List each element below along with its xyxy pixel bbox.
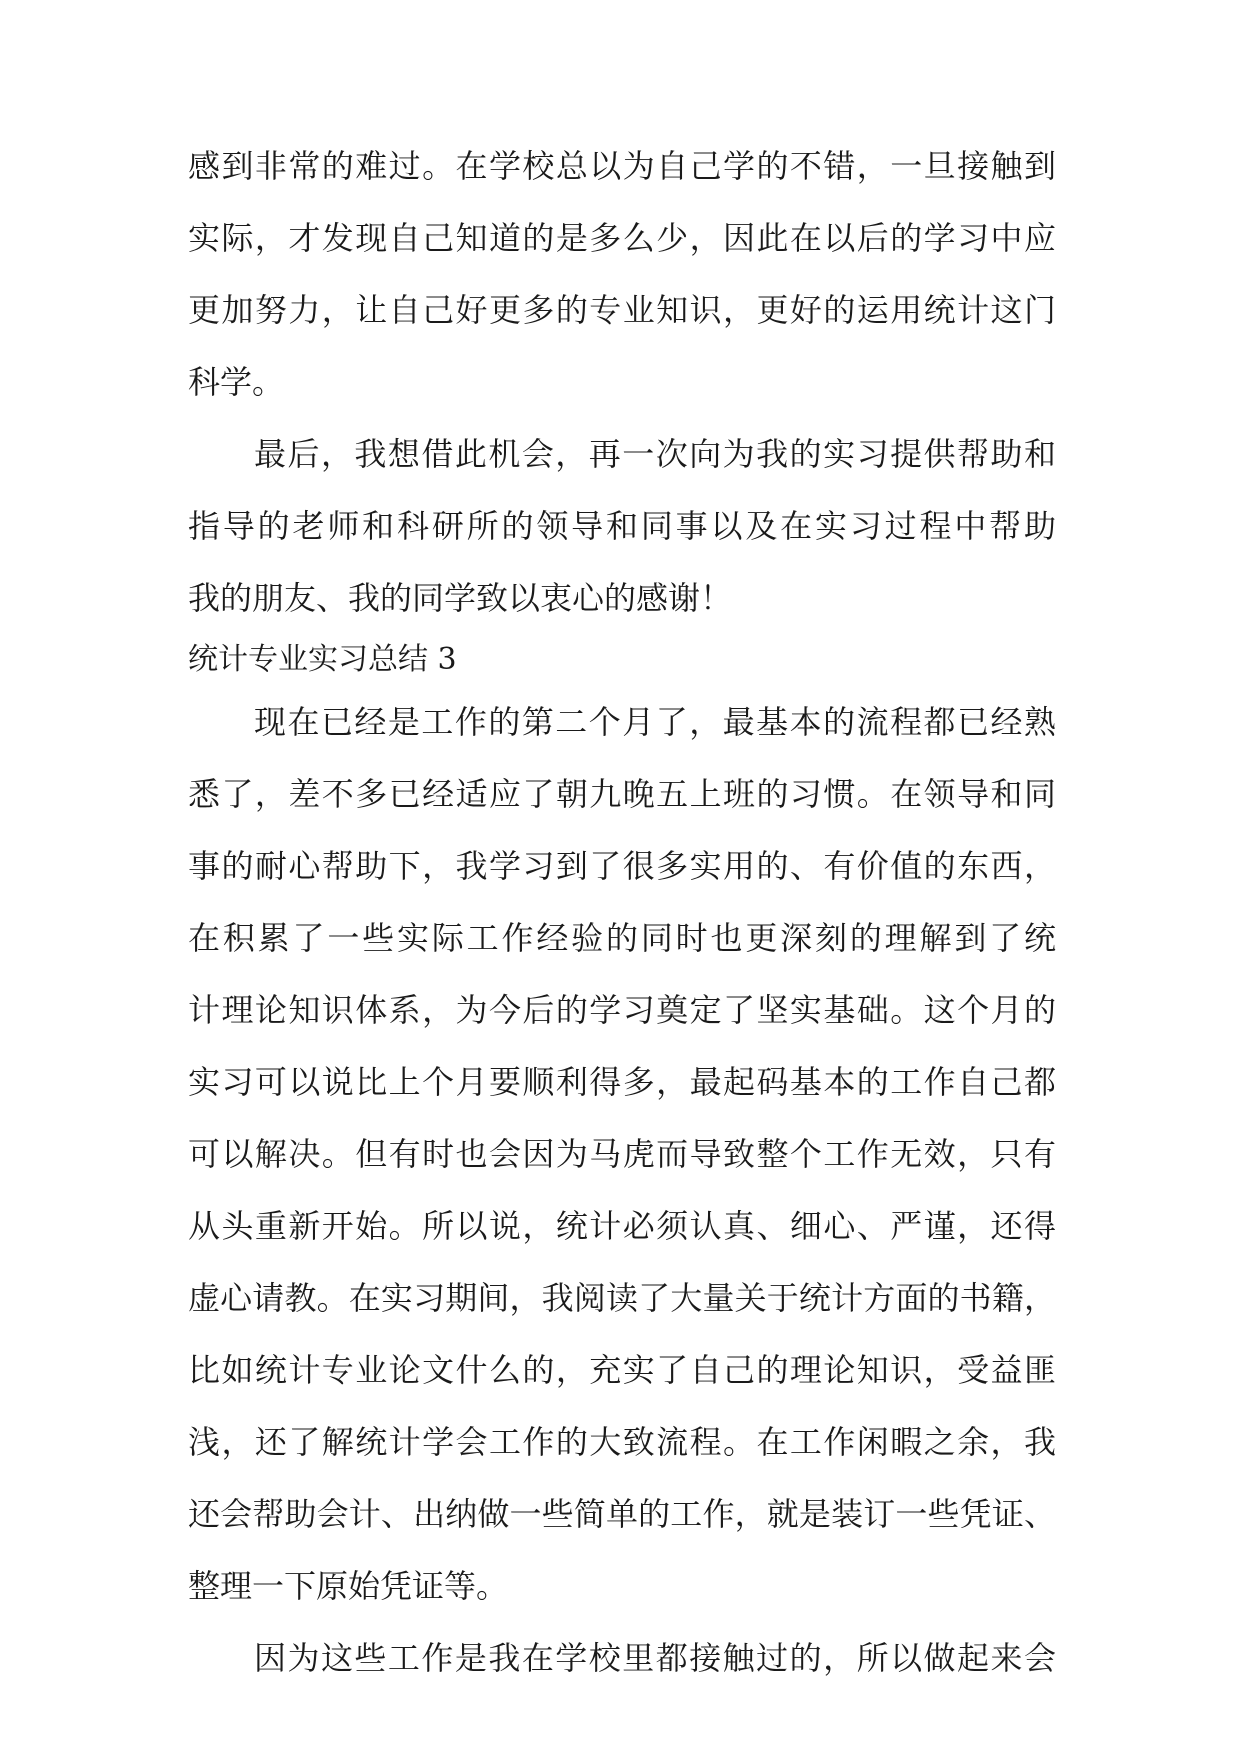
paragraph-line: 科学。 — [188, 363, 285, 401]
paragraph-line: 浅，还了解统计学会工作的大致流程。在工作闲暇之余，我 — [188, 1423, 1056, 1461]
paragraph-line: 现在已经是工作的第二个月了，最基本的流程都已经熟 — [254, 703, 1056, 741]
paragraph-line: 指导的老师和科研所的领导和同事以及在实习过程中帮助 — [188, 507, 1056, 545]
paragraph-line: 计理论知识体系，为今后的学习奠定了坚实基础。这个月的 — [188, 991, 1056, 1029]
paragraph-line: 实习可以说比上个月要顺利得多，最起码基本的工作自己都 — [188, 1063, 1056, 1101]
paragraph-line: 从头重新开始。所以说，统计必须认真、细心、严谨，还得 — [188, 1207, 1056, 1245]
paragraph-line: 在积累了一些实际工作经验的同时也更深刻的理解到了统 — [188, 919, 1056, 957]
paragraph-line: 可以解决。但有时也会因为马虎而导致整个工作无效，只有 — [188, 1135, 1056, 1173]
paragraph-line: 悉了，差不多已经适应了朝九晚五上班的习惯。在领导和同 — [188, 775, 1056, 813]
paragraph-line: 还会帮助会计、出纳做一些简单的工作，就是装订一些凭证、 — [188, 1495, 1056, 1533]
paragraph-line: 实际，才发现自己知道的是多么少，因此在以后的学习中应 — [188, 219, 1056, 257]
paragraph-line: 感到非常的难过。在学校总以为自己学的不错，一旦接触到 — [188, 147, 1056, 185]
paragraph-line: 我的朋友、我的同学致以衷心的感谢！ — [188, 579, 733, 617]
paragraph-line: 更加努力，让自己好更多的专业知识，更好的运用统计这门 — [188, 291, 1056, 329]
paragraph-line: 整理一下原始凭证等。 — [188, 1567, 509, 1605]
section-heading: 统计专业实习总结 3 — [188, 642, 457, 677]
paragraph-line: 事的耐心帮助下，我学习到了很多实用的、有价值的东西， — [188, 847, 1056, 885]
paragraph-line: 虚心请教。在实习期间，我阅读了大量关于统计方面的书籍， — [188, 1279, 1056, 1317]
paragraph-line: 最后，我想借此机会，再一次向为我的实习提供帮助和 — [254, 435, 1056, 473]
paragraph-line: 因为这些工作是我在学校里都接触过的，所以做起来会 — [254, 1639, 1056, 1677]
paragraph-line: 比如统计专业论文什么的，充实了自己的理论知识，受益匪 — [188, 1351, 1056, 1389]
